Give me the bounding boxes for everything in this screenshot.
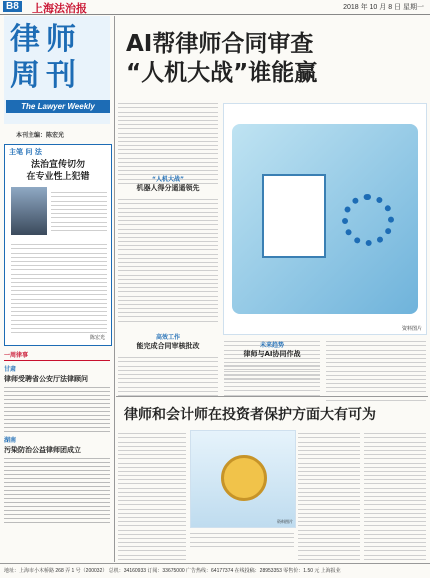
masthead: 上海法治报	[32, 2, 87, 15]
lead-subhead-title: 机器人得分遥遥领先	[136, 184, 200, 192]
commentary-title-line: 法治宣传切勿	[30, 160, 85, 170]
author-photo	[11, 187, 47, 235]
lead-subhead-label: “人机大战”	[152, 176, 184, 183]
brand-title: 律师周刊	[10, 22, 82, 93]
lead-illustration	[223, 103, 427, 335]
document-icon	[262, 174, 326, 258]
top-bar	[0, 0, 430, 15]
commentary-body	[51, 189, 107, 234]
coin-icon	[221, 455, 267, 501]
brief-body	[4, 387, 110, 432]
lead-subhead-title: 能完成合同审核批改	[136, 342, 200, 350]
page-id: B8	[3, 1, 22, 12]
lead-subhead-label: 未来趋势	[259, 342, 284, 349]
commentary-body-lower	[11, 241, 107, 336]
commentary-title-line: 在专业性上犯错	[26, 172, 90, 182]
lead-headline-line: “人机大战”谁能赢	[126, 60, 318, 86]
second-body-col4	[364, 430, 426, 567]
lead-subhead-title: 律师与AI协同作战	[243, 350, 301, 358]
image-credit: 资料图片	[401, 326, 422, 332]
commentary-label: 主笔 问 法	[9, 148, 42, 156]
lead-body-col1b	[118, 196, 218, 325]
footer-info: 地址：上海市小木桥路 268 弄 1 号（200032） 总机：34160933 订阅：33675000 广告热线：64177374 在线投稿：28953353 零售价：1.50 元 上海报业	[4, 568, 341, 574]
lead-body-col1c	[118, 354, 218, 399]
news-briefs	[4, 350, 110, 526]
commentary-box	[4, 144, 112, 346]
gear-icon	[342, 194, 394, 246]
brief-title: 律师受聘省公安厅法律顾问	[4, 375, 88, 383]
column-brand	[4, 16, 110, 124]
second-headline: 律师和会计师在投资者保护方面大有可为	[124, 407, 376, 423]
briefs-heading: 一周律事	[4, 350, 110, 361]
page-footer	[0, 563, 430, 578]
brief-region: 甘肃	[4, 366, 17, 373]
brief-title: 污染防治公益律师团成立	[4, 446, 81, 454]
second-body-col2	[190, 530, 294, 550]
second-body-col3	[298, 430, 360, 567]
brand-english: The Lawyer Weekly	[6, 100, 110, 113]
lead-body-col3	[326, 338, 426, 404]
lead-headline-line: AI帮律师合同审查	[126, 31, 314, 57]
lead-headline	[126, 30, 317, 88]
commentary-signature: 陈宏光	[89, 335, 105, 341]
lead-body-col2b	[224, 362, 320, 399]
commentary-title	[5, 159, 111, 183]
editor-credit: 本刊主编：陈宏光	[16, 132, 65, 139]
brief-region: 湖南	[4, 437, 17, 444]
brief-body	[4, 458, 110, 523]
image-credit: 资料图片	[277, 519, 293, 524]
dateline: 2018 年 10 月 8 日 星期一	[343, 4, 424, 11]
lead-subhead-label: 高效工作	[155, 334, 180, 341]
left-column	[2, 16, 112, 546]
second-illustration	[190, 430, 296, 528]
second-body-col1	[118, 430, 186, 567]
